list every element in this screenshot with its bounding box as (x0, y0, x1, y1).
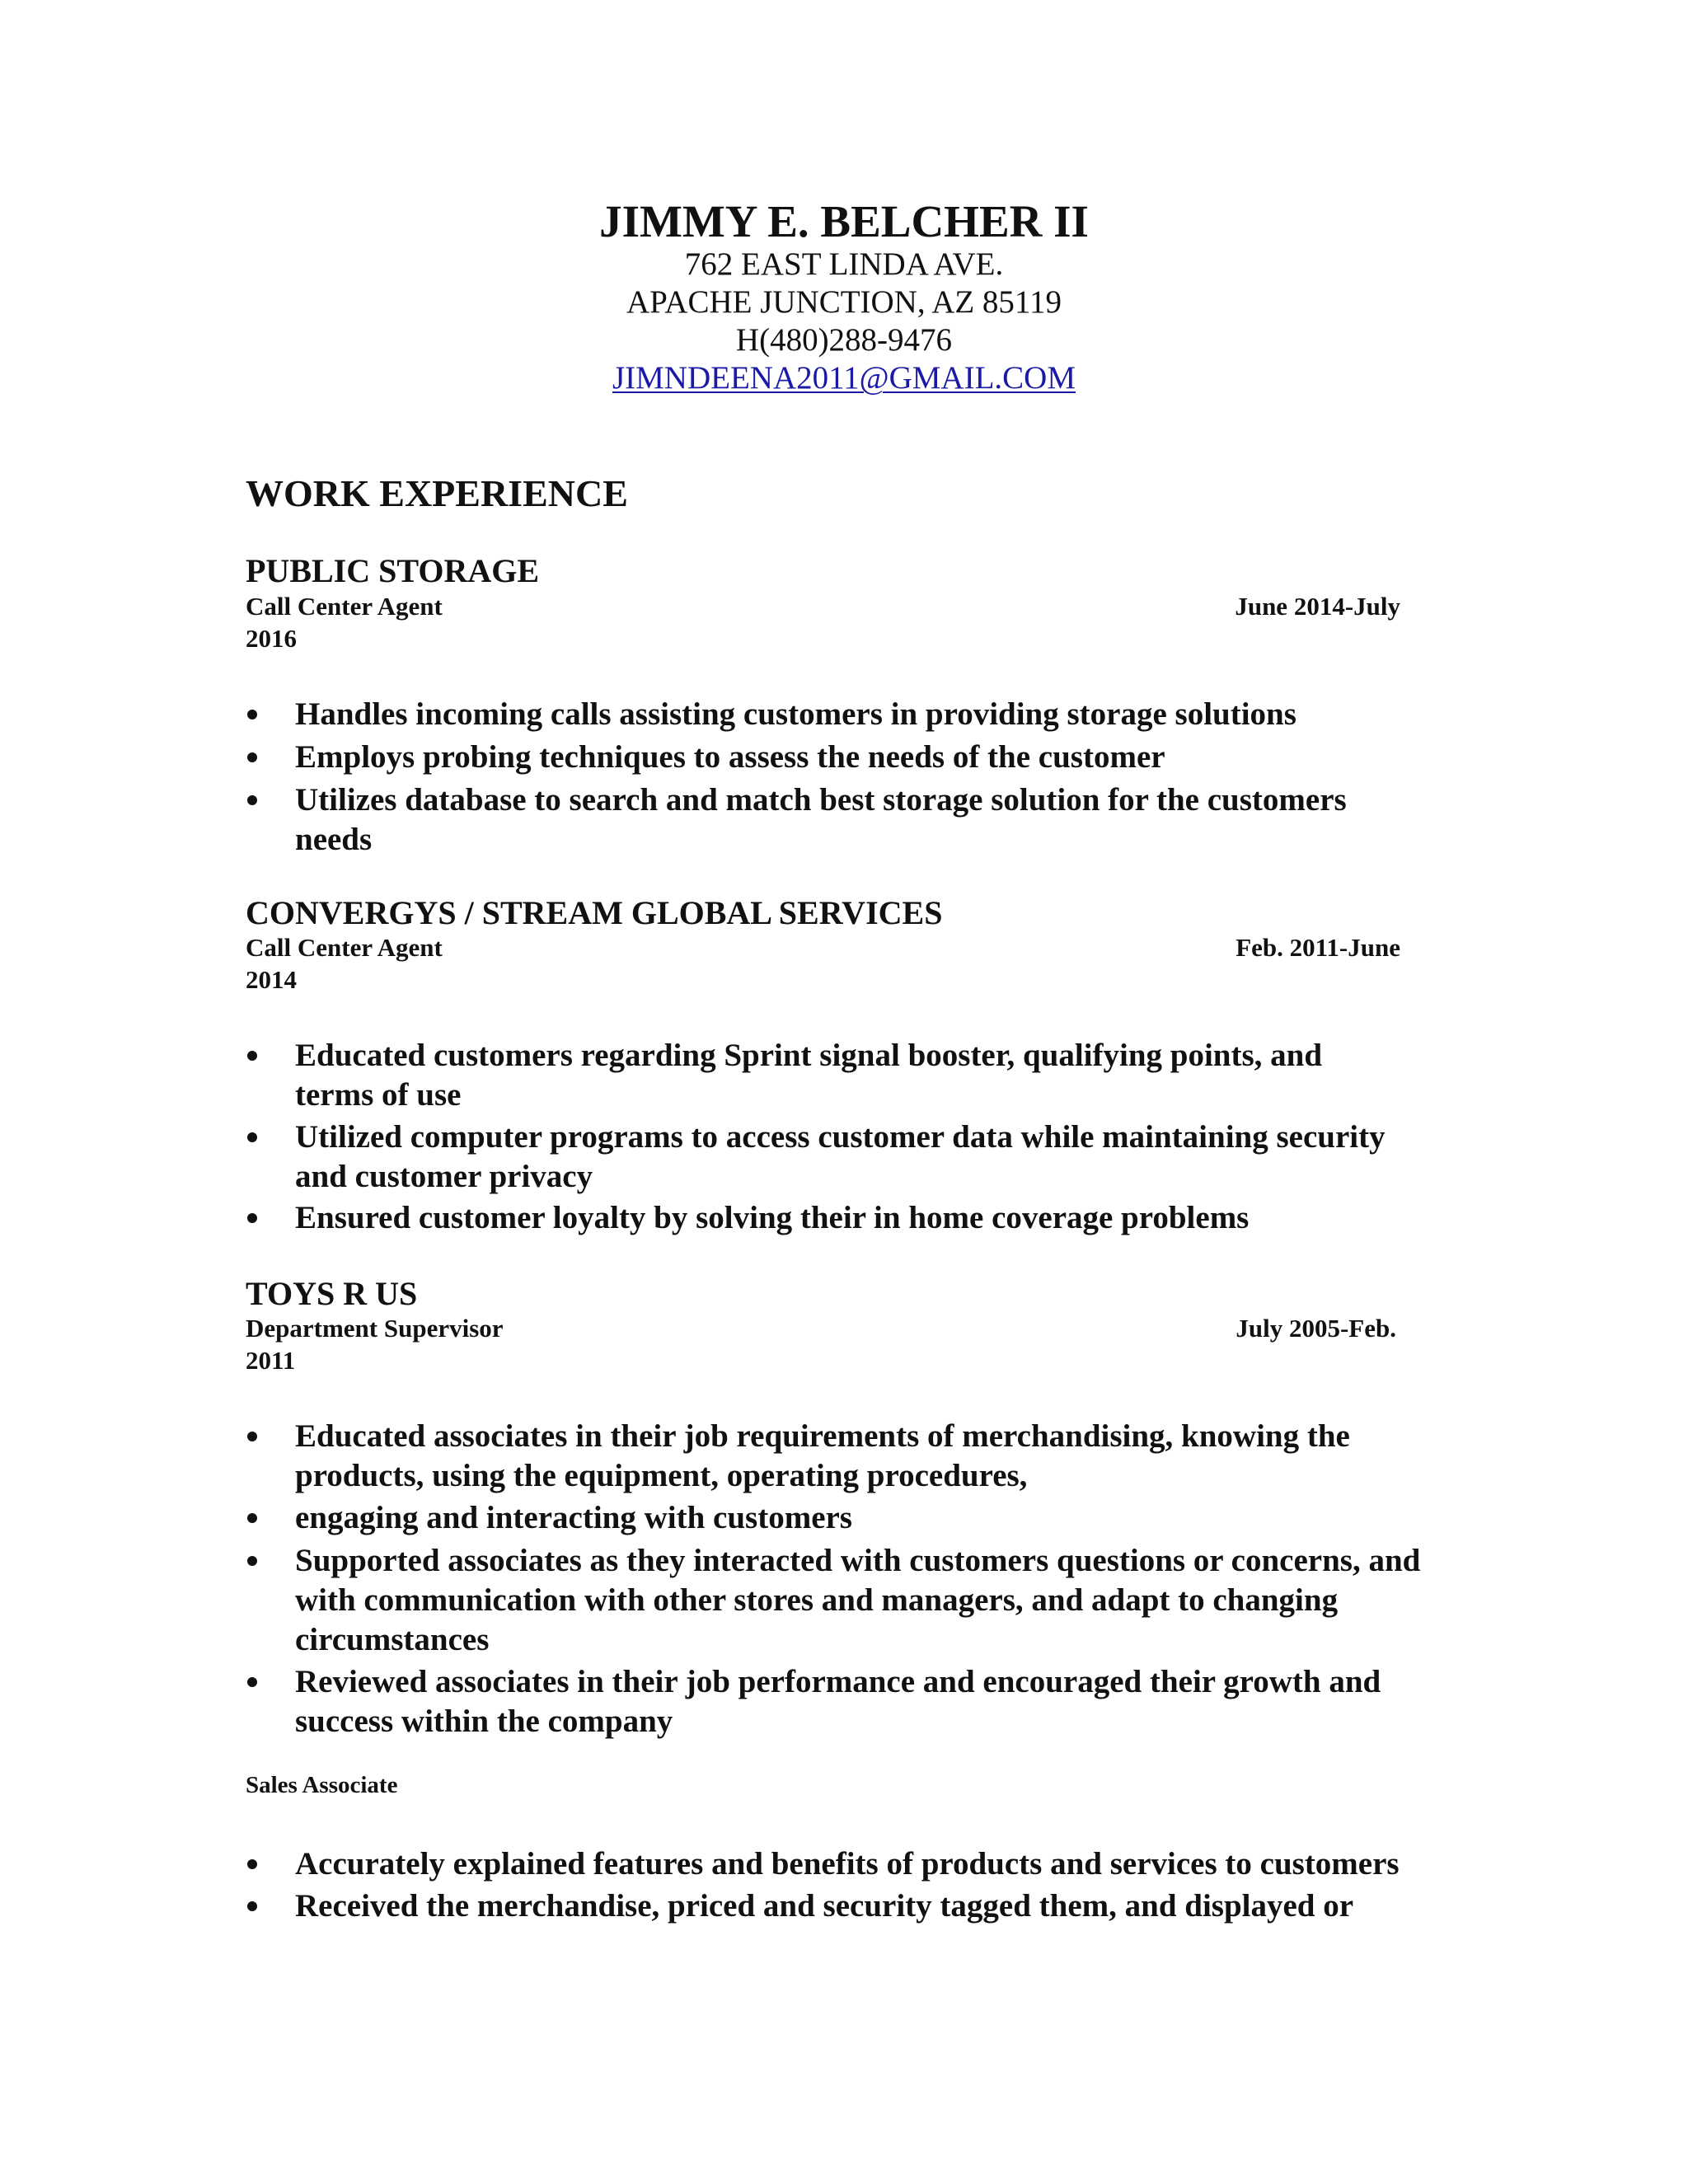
job-bullet: Employs probing techniques to assess the needs of the customer (295, 739, 1165, 775)
job-bullet: engaging and interacting with customers (295, 1500, 852, 1535)
job-bullet: Educated customers regarding Sprint signal booster, qualifying points, and terms of use (295, 1038, 1323, 1113)
company-name: PUBLIC STORAGE (246, 552, 540, 589)
job-date-year: 2014 (246, 965, 297, 994)
address-line-2: APACHE JUNCTION, AZ 85119 (626, 284, 1062, 320)
email-link[interactable]: JIMNDEENA2011@GMAIL.COM (612, 360, 1076, 396)
job-bullet: Ensured customer loyalty by solving their in home coverage problems (295, 1200, 1250, 1235)
job-date: Feb. 2011-June (1236, 933, 1400, 962)
email-line (0, 359, 1688, 397)
section-title-work-experience: WORK EXPERIENCE (246, 472, 628, 514)
company-name: CONVERGYS / STREAM GLOBAL SERVICES (246, 894, 943, 931)
job-role: Call Center Agent (246, 933, 443, 962)
job-date: June 2014-July (1235, 592, 1400, 621)
job-bullet: Handles incoming calls assisting customers in providing storage solutions (295, 696, 1296, 732)
bullet-icon (246, 752, 265, 772)
bullet-icon (246, 1859, 265, 1879)
job-bullet: Reviewed associates in their job performance and encouraged their growth and success within the company (295, 1664, 1381, 1739)
bullet-icon (246, 1213, 265, 1233)
job-bullet: Utilized computer programs to access customer data while maintaining security and customer privacy (295, 1119, 1386, 1194)
bullet-icon (246, 1677, 265, 1697)
job-role: Call Center Agent (246, 592, 443, 621)
bullet-icon (246, 1051, 265, 1071)
job-bullet: Received the merchandise, priced and security tagged them, and displayed or (295, 1888, 1354, 1924)
bullet-icon (246, 1513, 265, 1533)
bullet-icon (246, 1132, 265, 1152)
job-role-secondary: Sales Associate (246, 1772, 398, 1798)
applicant-name: JIMMY E. BELCHER II (599, 196, 1089, 246)
bullet-icon (246, 795, 265, 815)
job-bullet: Accurately explained features and benefits of products and services to customers (295, 1846, 1400, 1882)
job-date-year: 2016 (246, 624, 297, 653)
job-role: Department Supervisor (246, 1314, 504, 1343)
bullet-icon (246, 1901, 265, 1921)
job-bullet: Utilizes database to search and match best storage solution for the customers needs (295, 782, 1347, 857)
job-date-year: 2011 (246, 1346, 296, 1375)
company-name: TOYS R US (246, 1275, 418, 1312)
bullet-icon (246, 710, 265, 729)
address-line-1: 762 EAST LINDA AVE. (684, 246, 1004, 282)
bullet-icon (246, 1432, 265, 1451)
phone-number: H(480)288-9476 (735, 322, 953, 358)
job-bullet: Educated associates in their job requirements of merchandising, knowing the products, using the equipment, operating procedures, (295, 1418, 1350, 1493)
job-bullet: Supported associates as they interacted with customers questions or concerns, and with communication with other stores and managers, and adapt to changing circumstances (295, 1543, 1421, 1657)
job-date: July 2005-Feb. (1236, 1314, 1396, 1343)
bullet-icon (246, 1556, 265, 1576)
